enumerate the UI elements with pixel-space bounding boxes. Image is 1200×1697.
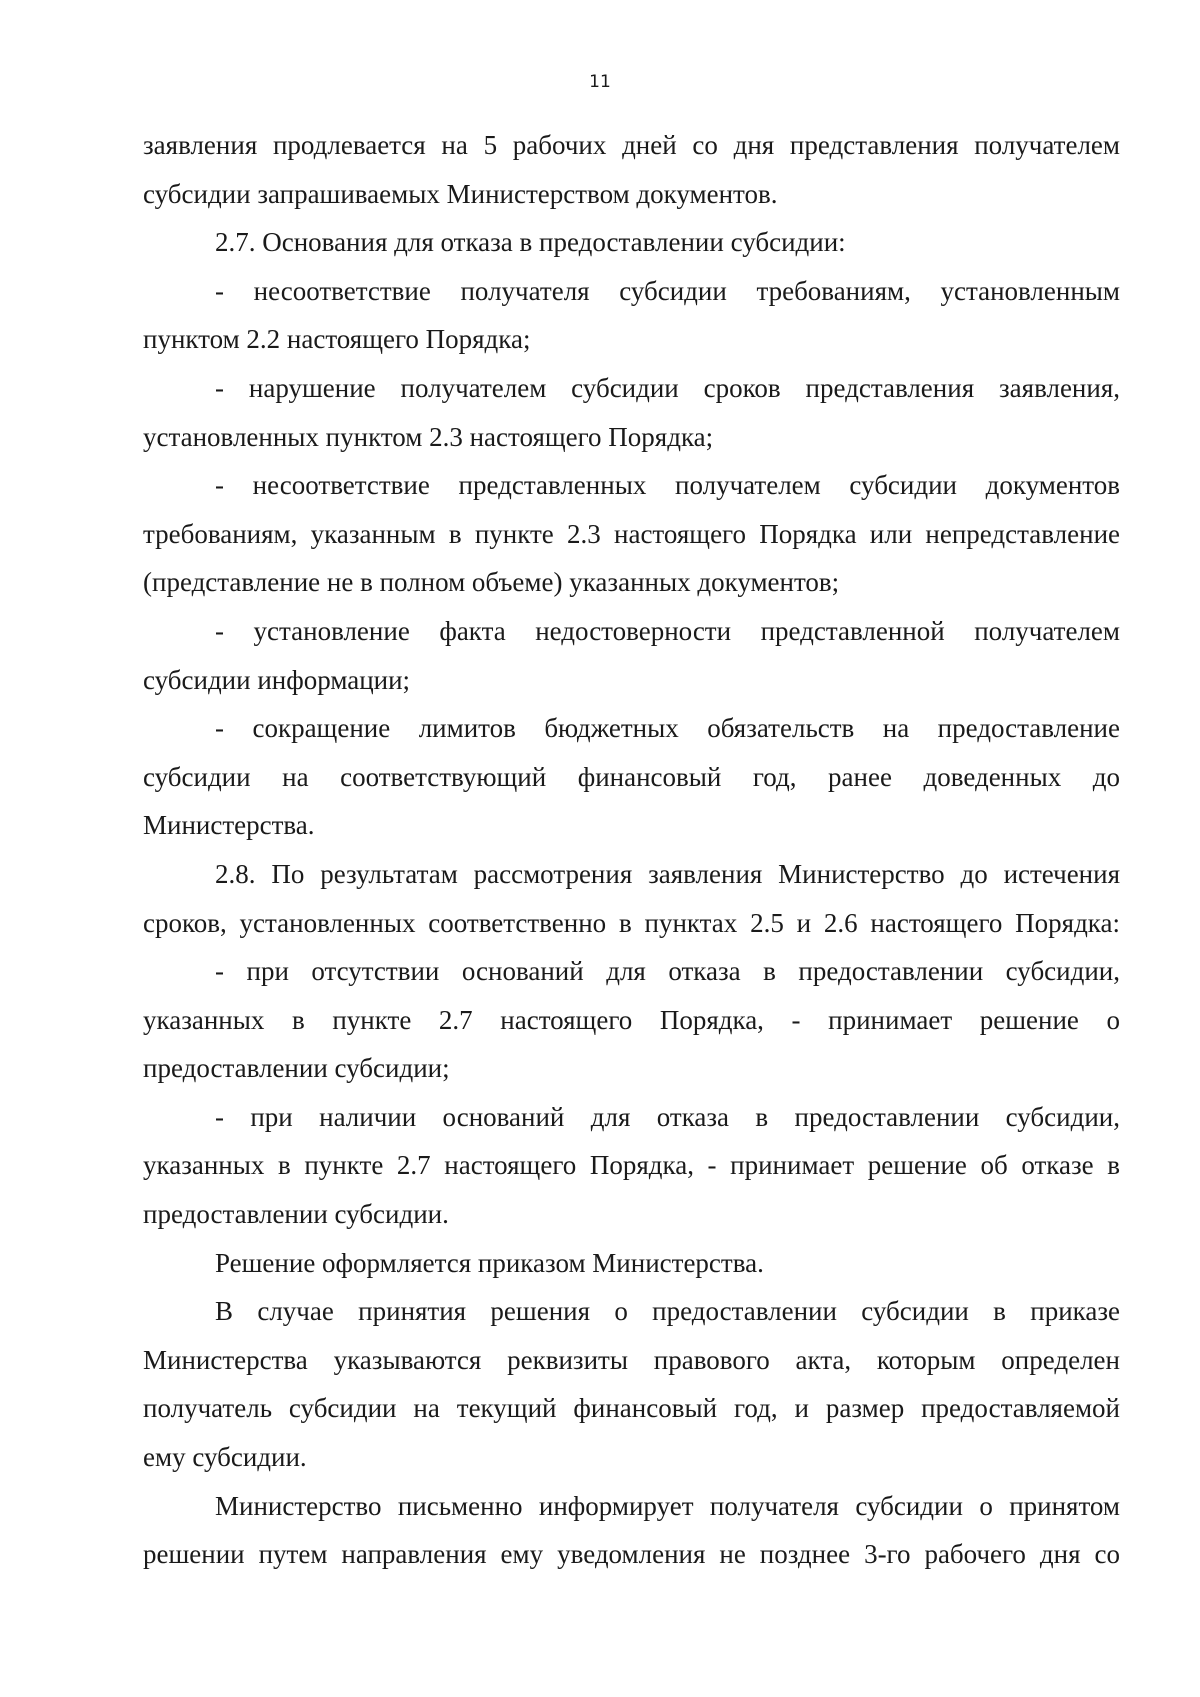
text-line: решении путем направления ему уведомления не позднее 3-го рабочего дня со bbox=[143, 1539, 1120, 1570]
text-line: предоставлении субсидии; bbox=[143, 1053, 450, 1084]
text-line: 2.7. Основания для отказа в предоставлении субсидии: bbox=[215, 227, 846, 258]
text-line: (представление не в полном объеме) указанных документов; bbox=[143, 567, 840, 598]
text-line: Министерства. bbox=[143, 810, 315, 841]
text-line: заявления продлевается на 5 рабочих дней со дня представления получателем bbox=[143, 130, 1120, 160]
text-line: - сокращение лимитов бюджетных обязательств на предоставление bbox=[215, 713, 1120, 744]
text-line: предоставлении субсидии. bbox=[143, 1199, 449, 1230]
text-line: требованиям, указанным в пункте 2.3 настоящего Порядка или непредставление bbox=[143, 518, 1120, 549]
text-line: субсидии запрашиваемых Министерством документов. bbox=[143, 178, 778, 209]
text-line: 2.8. По результатам рассмотрения заявления Министерство до истечения bbox=[215, 858, 1120, 889]
text-line: пунктом 2.2 настоящего Порядка; bbox=[143, 324, 531, 355]
text-line: указанных в пункте 2.7 настоящего Порядка, - принимает решение об отказе в bbox=[143, 1150, 1120, 1181]
text-line: - установление факта недостоверности представленной получателем bbox=[215, 615, 1120, 646]
text-line: Решение оформляется приказом Министерства. bbox=[215, 1247, 764, 1278]
text-line: - при отсутствии оснований для отказа в предоставлении субсидии, bbox=[215, 956, 1120, 987]
text-line: - при наличии оснований для отказа в предоставлении субсидии, bbox=[215, 1101, 1120, 1132]
text-line: Министерство письменно информирует получателя субсидии о принятом bbox=[215, 1490, 1120, 1521]
text-line: ему субсидии. bbox=[143, 1442, 307, 1473]
text-line: субсидии на соответствующий финансовый год, ранее доведенных до bbox=[143, 761, 1120, 792]
page-number: 11 bbox=[589, 72, 611, 92]
text-line: субсидии информации; bbox=[143, 664, 411, 695]
text-line: - нарушение получателем субсидии сроков представления заявления, bbox=[215, 372, 1120, 403]
text-line: - несоответствие представленных получателем субсидии документов bbox=[215, 470, 1120, 501]
text-line: Министерства указываются реквизиты правового акта, которым определен bbox=[143, 1344, 1120, 1375]
text-line: указанных в пункте 2.7 настоящего Порядка, - принимает решение о bbox=[143, 1004, 1120, 1035]
text-line: - несоответствие получателя субсидии требованиям, установленным bbox=[215, 275, 1120, 306]
text-line: получатель субсидии на текущий финансовый год, и размер предоставляемой bbox=[143, 1393, 1120, 1424]
text-line: В случае принятия решения о предоставлении субсидии в приказе bbox=[215, 1296, 1120, 1327]
text-line: установленных пунктом 2.3 настоящего Порядка; bbox=[143, 421, 714, 452]
document-body bbox=[143, 121, 1120, 1579]
text-line: сроков, установленных соответственно в пунктах 2.5 и 2.6 настоящего Порядка: bbox=[143, 907, 1120, 938]
